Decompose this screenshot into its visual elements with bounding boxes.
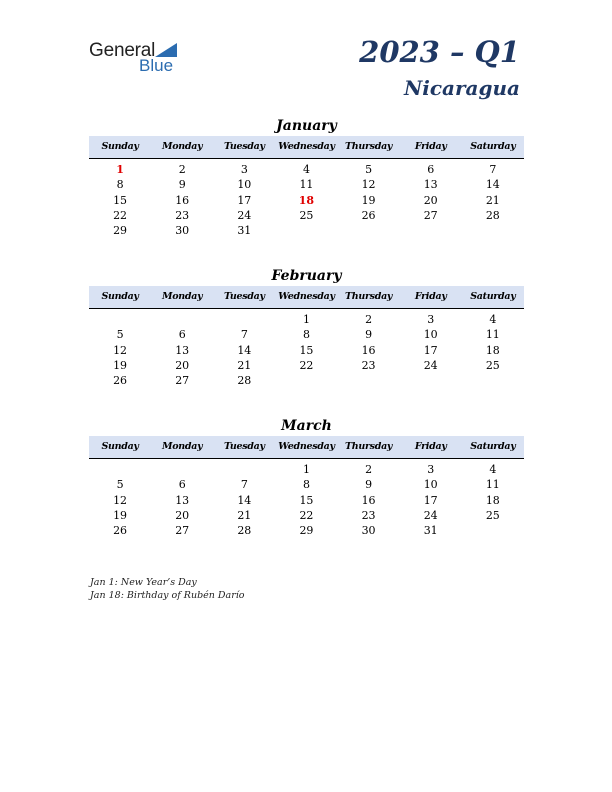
weekday-label: Monday	[162, 141, 203, 152]
day-cell: 23	[361, 508, 376, 522]
logo-general-text: General	[89, 40, 156, 61]
weekday-label: Sunday	[101, 141, 139, 152]
weekday-label: Sunday	[101, 291, 139, 302]
day-cell: 28	[237, 524, 252, 538]
day-cell: 4	[302, 163, 310, 176]
day-cell: 14	[237, 343, 252, 357]
month-name: February	[271, 268, 342, 284]
day-cell: 19	[361, 193, 376, 207]
day-cell: 18	[485, 343, 500, 357]
day-cell: 7	[240, 478, 248, 492]
day-cell: 16	[175, 193, 190, 207]
day-cell: 26	[113, 524, 128, 538]
day-cell: 22	[113, 208, 128, 222]
day-cell: 12	[113, 493, 128, 507]
day-cell: 9	[365, 328, 373, 342]
day-cell: 14	[485, 178, 500, 192]
day-cell: 3	[240, 163, 248, 176]
day-cell: 28	[485, 208, 500, 222]
empty-day-cell	[275, 373, 337, 388]
day-cell: 30	[175, 224, 190, 238]
logo	[89, 40, 189, 76]
day-cell: 12	[361, 178, 376, 192]
day-cell: 10	[237, 178, 252, 192]
day-cell: 13	[175, 493, 190, 507]
day-cell: 22	[299, 508, 314, 522]
month-february	[89, 266, 524, 388]
day-cell: 15	[299, 343, 314, 357]
month-name: January	[276, 118, 337, 134]
weekday-label: Saturday	[470, 141, 516, 152]
day-grid	[89, 159, 524, 238]
day-cell: 21	[237, 358, 252, 372]
day-cell: 25	[485, 508, 500, 522]
empty-day-cell	[338, 373, 400, 388]
weekday-label: Saturday	[470, 291, 516, 302]
day-cell: 23	[175, 208, 190, 222]
day-cell: 15	[299, 493, 314, 507]
holiday-day-cell: 1	[116, 163, 124, 176]
day-cell: 19	[113, 358, 128, 372]
weekday-label: Friday	[414, 141, 447, 152]
day-cell: 5	[116, 478, 124, 492]
empty-day-cell	[213, 312, 275, 327]
day-cell: 24	[237, 208, 252, 222]
empty-day-cell	[151, 462, 213, 477]
day-cell: 17	[423, 493, 438, 507]
day-cell: 26	[361, 208, 376, 222]
day-grid	[89, 309, 524, 388]
day-cell: 8	[302, 328, 310, 342]
day-cell: 25	[485, 358, 500, 372]
day-cell: 27	[175, 374, 190, 388]
weekday-label: Monday	[162, 291, 203, 302]
weekday-label: Thursday	[344, 441, 393, 452]
day-cell: 15	[113, 193, 128, 207]
weekday-label: Tuesday	[223, 441, 265, 452]
weekday-label: Friday	[414, 441, 447, 452]
weekday-label: Tuesday	[223, 291, 265, 302]
day-cell: 1	[302, 313, 310, 326]
day-cell: 20	[175, 508, 190, 522]
holiday-day-cell: 18	[298, 193, 315, 207]
empty-day-cell	[151, 312, 213, 327]
day-cell: 5	[116, 328, 124, 342]
day-cell: 13	[175, 343, 190, 357]
day-cell: 1	[302, 463, 310, 476]
day-cell: 31	[423, 524, 438, 538]
day-cell: 27	[175, 524, 190, 538]
day-cell: 12	[113, 343, 128, 357]
empty-day-cell	[275, 223, 337, 238]
weekday-label: Thursday	[344, 291, 393, 302]
holiday-note: Jan 1: New Year’s Day	[90, 577, 197, 588]
day-cell: 4	[489, 313, 497, 326]
empty-day-cell	[89, 462, 151, 477]
day-cell: 24	[423, 358, 438, 372]
day-cell: 3	[427, 313, 435, 326]
day-cell: 23	[361, 358, 376, 372]
page-title: 2023 – Q1	[359, 35, 520, 69]
day-cell: 4	[489, 463, 497, 476]
day-cell: 18	[485, 493, 500, 507]
weekday-label: Wednesday	[278, 291, 335, 302]
day-cell: 17	[237, 193, 252, 207]
day-cell: 6	[427, 163, 435, 176]
day-grid	[89, 459, 524, 538]
day-cell: 11	[485, 328, 500, 342]
day-cell: 2	[365, 463, 373, 476]
holiday-note: Jan 18: Birthday of Rubén Darío	[90, 590, 245, 601]
day-cell: 21	[485, 193, 500, 207]
empty-day-cell	[462, 523, 524, 538]
weekday-label: Monday	[162, 441, 203, 452]
day-cell: 11	[299, 178, 314, 192]
day-cell: 20	[423, 193, 438, 207]
day-cell: 30	[361, 524, 376, 538]
day-cell: 5	[365, 163, 373, 176]
month-january	[89, 116, 524, 238]
day-cell: 27	[423, 208, 438, 222]
day-cell: 26	[113, 374, 128, 388]
weekday-label: Wednesday	[278, 441, 335, 452]
day-cell: 8	[302, 478, 310, 492]
day-cell: 10	[423, 478, 438, 492]
weekday-header	[89, 286, 524, 309]
day-cell: 2	[178, 163, 186, 176]
country-name: Nicaragua	[404, 76, 520, 100]
day-cell: 16	[361, 343, 376, 357]
day-cell: 22	[299, 358, 314, 372]
empty-day-cell	[338, 223, 400, 238]
day-cell: 8	[116, 178, 124, 192]
day-cell: 11	[485, 478, 500, 492]
empty-day-cell	[89, 312, 151, 327]
day-cell: 29	[299, 524, 314, 538]
logo-triangle-icon	[155, 43, 177, 57]
day-cell: 7	[489, 163, 497, 176]
day-cell: 9	[178, 178, 186, 192]
day-cell: 2	[365, 313, 373, 326]
day-cell: 25	[299, 208, 314, 222]
month-march	[89, 416, 524, 538]
day-cell: 3	[427, 463, 435, 476]
weekday-label: Sunday	[101, 441, 139, 452]
weekday-label: Thursday	[344, 141, 393, 152]
day-cell: 21	[237, 508, 252, 522]
day-cell: 28	[237, 374, 252, 388]
weekday-label: Wednesday	[278, 141, 335, 152]
day-cell: 29	[113, 224, 128, 238]
empty-day-cell	[400, 373, 462, 388]
logo-blue-text: Blue	[139, 56, 174, 75]
day-cell: 20	[175, 358, 190, 372]
day-cell: 7	[240, 328, 248, 342]
holiday-notes	[90, 576, 245, 602]
empty-day-cell	[462, 223, 524, 238]
day-cell: 13	[423, 178, 438, 192]
weekday-header	[89, 136, 524, 159]
day-cell: 6	[178, 478, 186, 492]
empty-day-cell	[213, 462, 275, 477]
day-cell: 16	[361, 493, 376, 507]
day-cell: 19	[113, 508, 128, 522]
weekday-label: Tuesday	[223, 141, 265, 152]
day-cell: 10	[423, 328, 438, 342]
day-cell: 6	[178, 328, 186, 342]
empty-day-cell	[400, 223, 462, 238]
weekday-header	[89, 436, 524, 459]
day-cell: 14	[237, 493, 252, 507]
day-cell: 17	[423, 343, 438, 357]
empty-day-cell	[462, 373, 524, 388]
month-name: March	[281, 418, 332, 434]
weekday-label: Saturday	[470, 441, 516, 452]
day-cell: 31	[237, 224, 252, 238]
weekday-label: Friday	[414, 291, 447, 302]
day-cell: 24	[423, 508, 438, 522]
day-cell: 9	[365, 478, 373, 492]
